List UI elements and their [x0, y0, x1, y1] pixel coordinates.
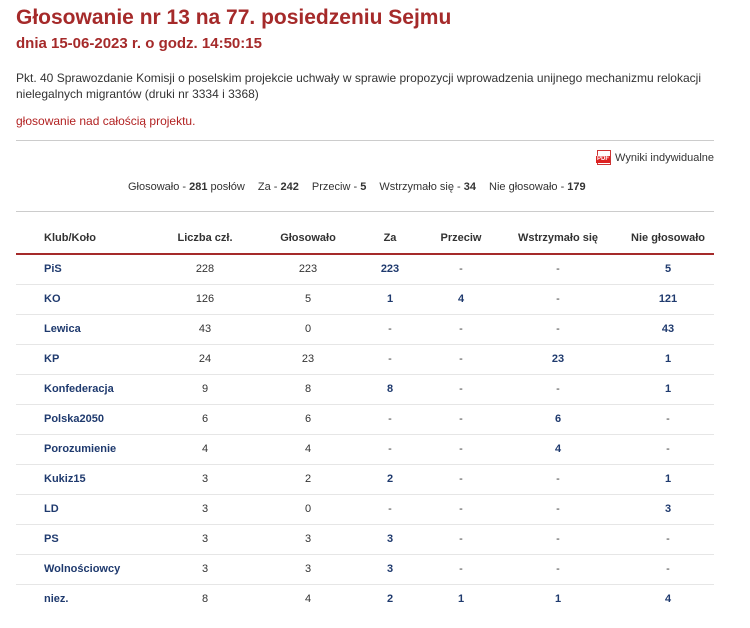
summary-przeciw-label: Przeciw -	[311, 181, 361, 193]
wstrzymalo-count: -	[494, 254, 622, 284]
przeciw-count: -	[428, 434, 494, 464]
column-header-przeciw: Przeciw	[428, 222, 494, 254]
za-count[interactable]: 2	[386, 593, 394, 606]
wstrzymalo-count: -	[494, 494, 622, 524]
voted-count: 0	[264, 494, 352, 524]
za-count[interactable]: 2	[352, 464, 428, 494]
przeciw-count: -	[428, 524, 494, 554]
pdf-icon	[597, 150, 611, 165]
column-header-voted: Głosowało	[264, 222, 352, 254]
table-row	[16, 284, 714, 314]
wstrzymalo-count[interactable]: 4	[494, 434, 622, 464]
members-count: 24	[146, 344, 264, 374]
column-header-za: Za	[352, 222, 428, 254]
club-name[interactable]: KP	[16, 344, 146, 374]
club-name[interactable]: Lewica	[16, 314, 146, 344]
voted-count: 8	[264, 374, 352, 404]
voted-count: 6	[264, 404, 352, 434]
individual-results-link[interactable]	[597, 150, 714, 165]
members-count: 9	[146, 374, 264, 404]
voted-count: 3	[264, 524, 352, 554]
page-title: Głosowanie nr 13 na 77. posiedzeniu Sejmu	[16, 6, 452, 29]
nie-glosowalo-count[interactable]: 3	[622, 494, 714, 524]
club-name[interactable]: Porozumienie	[16, 434, 146, 464]
przeciw-count: -	[428, 254, 494, 284]
summary-wstrzymalo-label: Wstrzymało się -	[379, 181, 464, 193]
za-count[interactable]: 223	[352, 254, 428, 284]
vote-subject: głosowanie nad całością projektu.	[16, 114, 196, 128]
voted-count: 5	[264, 284, 352, 314]
summary-nie-value: 179	[567, 181, 586, 193]
column-header-wstrzymalo: Wstrzymało się	[494, 222, 622, 254]
nie-glosowalo-count: -	[622, 554, 714, 584]
wstrzymalo-count: -	[494, 464, 622, 494]
table-row	[16, 374, 714, 404]
club-name[interactable]: Kukiz15	[16, 464, 146, 494]
voted-count: 3	[264, 554, 352, 584]
summary-voted-value: 281	[189, 181, 208, 193]
members-count: 126	[146, 284, 264, 314]
nie-glosowalo-count: -	[622, 404, 714, 434]
wstrzymalo-count: -	[494, 314, 622, 344]
nie-glosowalo-count[interactable]: 1	[622, 344, 714, 374]
nie-glosowalo-count: -	[622, 434, 714, 464]
table-row	[16, 434, 714, 464]
za-count[interactable]: 3	[352, 554, 428, 584]
voted-count: 223	[264, 254, 352, 284]
wstrzymalo-count: -	[494, 374, 622, 404]
table-row	[16, 404, 714, 434]
table-header-row	[16, 222, 714, 254]
voted-count: 2	[264, 464, 352, 494]
za-count: -	[352, 434, 428, 464]
table-row	[16, 584, 714, 614]
table-row	[16, 464, 714, 494]
nie-glosowalo-count[interactable]: 1	[622, 374, 714, 404]
przeciw-count: -	[428, 344, 494, 374]
za-count[interactable]: 1	[352, 284, 428, 314]
members-count: 228	[146, 254, 264, 284]
nie-glosowalo-count[interactable]: 4	[664, 593, 672, 606]
przeciw-count: -	[428, 554, 494, 584]
voted-count: 0	[264, 314, 352, 344]
za-count: -	[352, 494, 428, 524]
members-count: 3	[146, 524, 264, 554]
nie-glosowalo-count[interactable]: 121	[622, 284, 714, 314]
za-count: -	[352, 344, 428, 374]
members-count: 8	[201, 593, 209, 606]
summary-wstrzymalo-value: 34	[463, 181, 476, 193]
members-count: 3	[146, 554, 264, 584]
voted-count: 4	[304, 593, 312, 606]
club-name[interactable]: PS	[16, 524, 146, 554]
members-count: 3	[146, 464, 264, 494]
individual-results-label[interactable]: Wyniki indywidualne	[615, 151, 714, 164]
club-name[interactable]: Konfederacja	[16, 374, 146, 404]
voted-count: 4	[264, 434, 352, 464]
przeciw-count: -	[428, 374, 494, 404]
table-row	[16, 254, 714, 284]
za-count[interactable]: 3	[352, 524, 428, 554]
wstrzymalo-count: -	[494, 524, 622, 554]
wstrzymalo-count[interactable]: 23	[494, 344, 622, 374]
table-row	[16, 494, 714, 524]
members-count: 3	[146, 494, 264, 524]
divider	[16, 211, 714, 212]
za-count: -	[352, 404, 428, 434]
table-row	[16, 554, 714, 584]
summary-przeciw-value: 5	[360, 181, 367, 193]
przeciw-count: -	[428, 314, 494, 344]
column-header-nie-glosowalo: Nie głosowało	[622, 222, 714, 254]
summary-voted-unit: posłów	[207, 181, 245, 193]
table-row	[16, 524, 714, 554]
column-header-club: Klub/Koło	[16, 222, 146, 254]
vote-datetime: dnia 15-06-2023 r. o godz. 14:50:15	[16, 35, 262, 52]
przeciw-count: -	[428, 404, 494, 434]
members-count: 4	[146, 434, 264, 464]
summary-voted-label: Głosowało -	[128, 181, 190, 193]
summary-za-value: 242	[280, 181, 299, 193]
agenda-description: Pkt. 40 Sprawozdanie Komisji o poselskim projekcie uchwały w sprawie propozycji wprowadzenia unijnego mechanizmu relokacji nielegalnych migrantów (druki nr 3334 i 3368)	[16, 71, 701, 101]
wstrzymalo-count[interactable]: 6	[494, 404, 622, 434]
table-row	[16, 344, 714, 374]
table-row	[16, 314, 714, 344]
nie-glosowalo-count[interactable]: 1	[622, 464, 714, 494]
club-votes-table	[16, 222, 714, 614]
nie-glosowalo-count[interactable]: 5	[622, 254, 714, 284]
club-name[interactable]: niez.	[44, 593, 69, 606]
divider	[16, 140, 714, 141]
przeciw-count: -	[428, 464, 494, 494]
summary-nie-label: Nie głosowało -	[489, 181, 568, 193]
summary-za-label: Za -	[257, 181, 281, 193]
wstrzymalo-count: -	[494, 554, 622, 584]
members-count: 43	[146, 314, 264, 344]
za-count: -	[352, 314, 428, 344]
vote-summary	[128, 181, 586, 193]
members-count: 6	[146, 404, 264, 434]
przeciw-count: -	[428, 494, 494, 524]
przeciw-count[interactable]: 1	[457, 593, 465, 606]
club-name[interactable]: KO	[16, 284, 146, 314]
club-name[interactable]: Polska2050	[16, 404, 146, 434]
voted-count: 23	[264, 344, 352, 374]
wstrzymalo-count: -	[494, 284, 622, 314]
nie-glosowalo-count: -	[622, 524, 714, 554]
club-name[interactable]: Wolnościowcy	[16, 554, 146, 584]
nie-glosowalo-count[interactable]: 43	[622, 314, 714, 344]
column-header-members: Liczba czł.	[146, 222, 264, 254]
przeciw-count[interactable]: 4	[428, 284, 494, 314]
club-name[interactable]: LD	[16, 494, 146, 524]
club-name[interactable]: PiS	[16, 254, 146, 284]
za-count[interactable]: 8	[352, 374, 428, 404]
wstrzymalo-count[interactable]: 1	[554, 593, 562, 606]
